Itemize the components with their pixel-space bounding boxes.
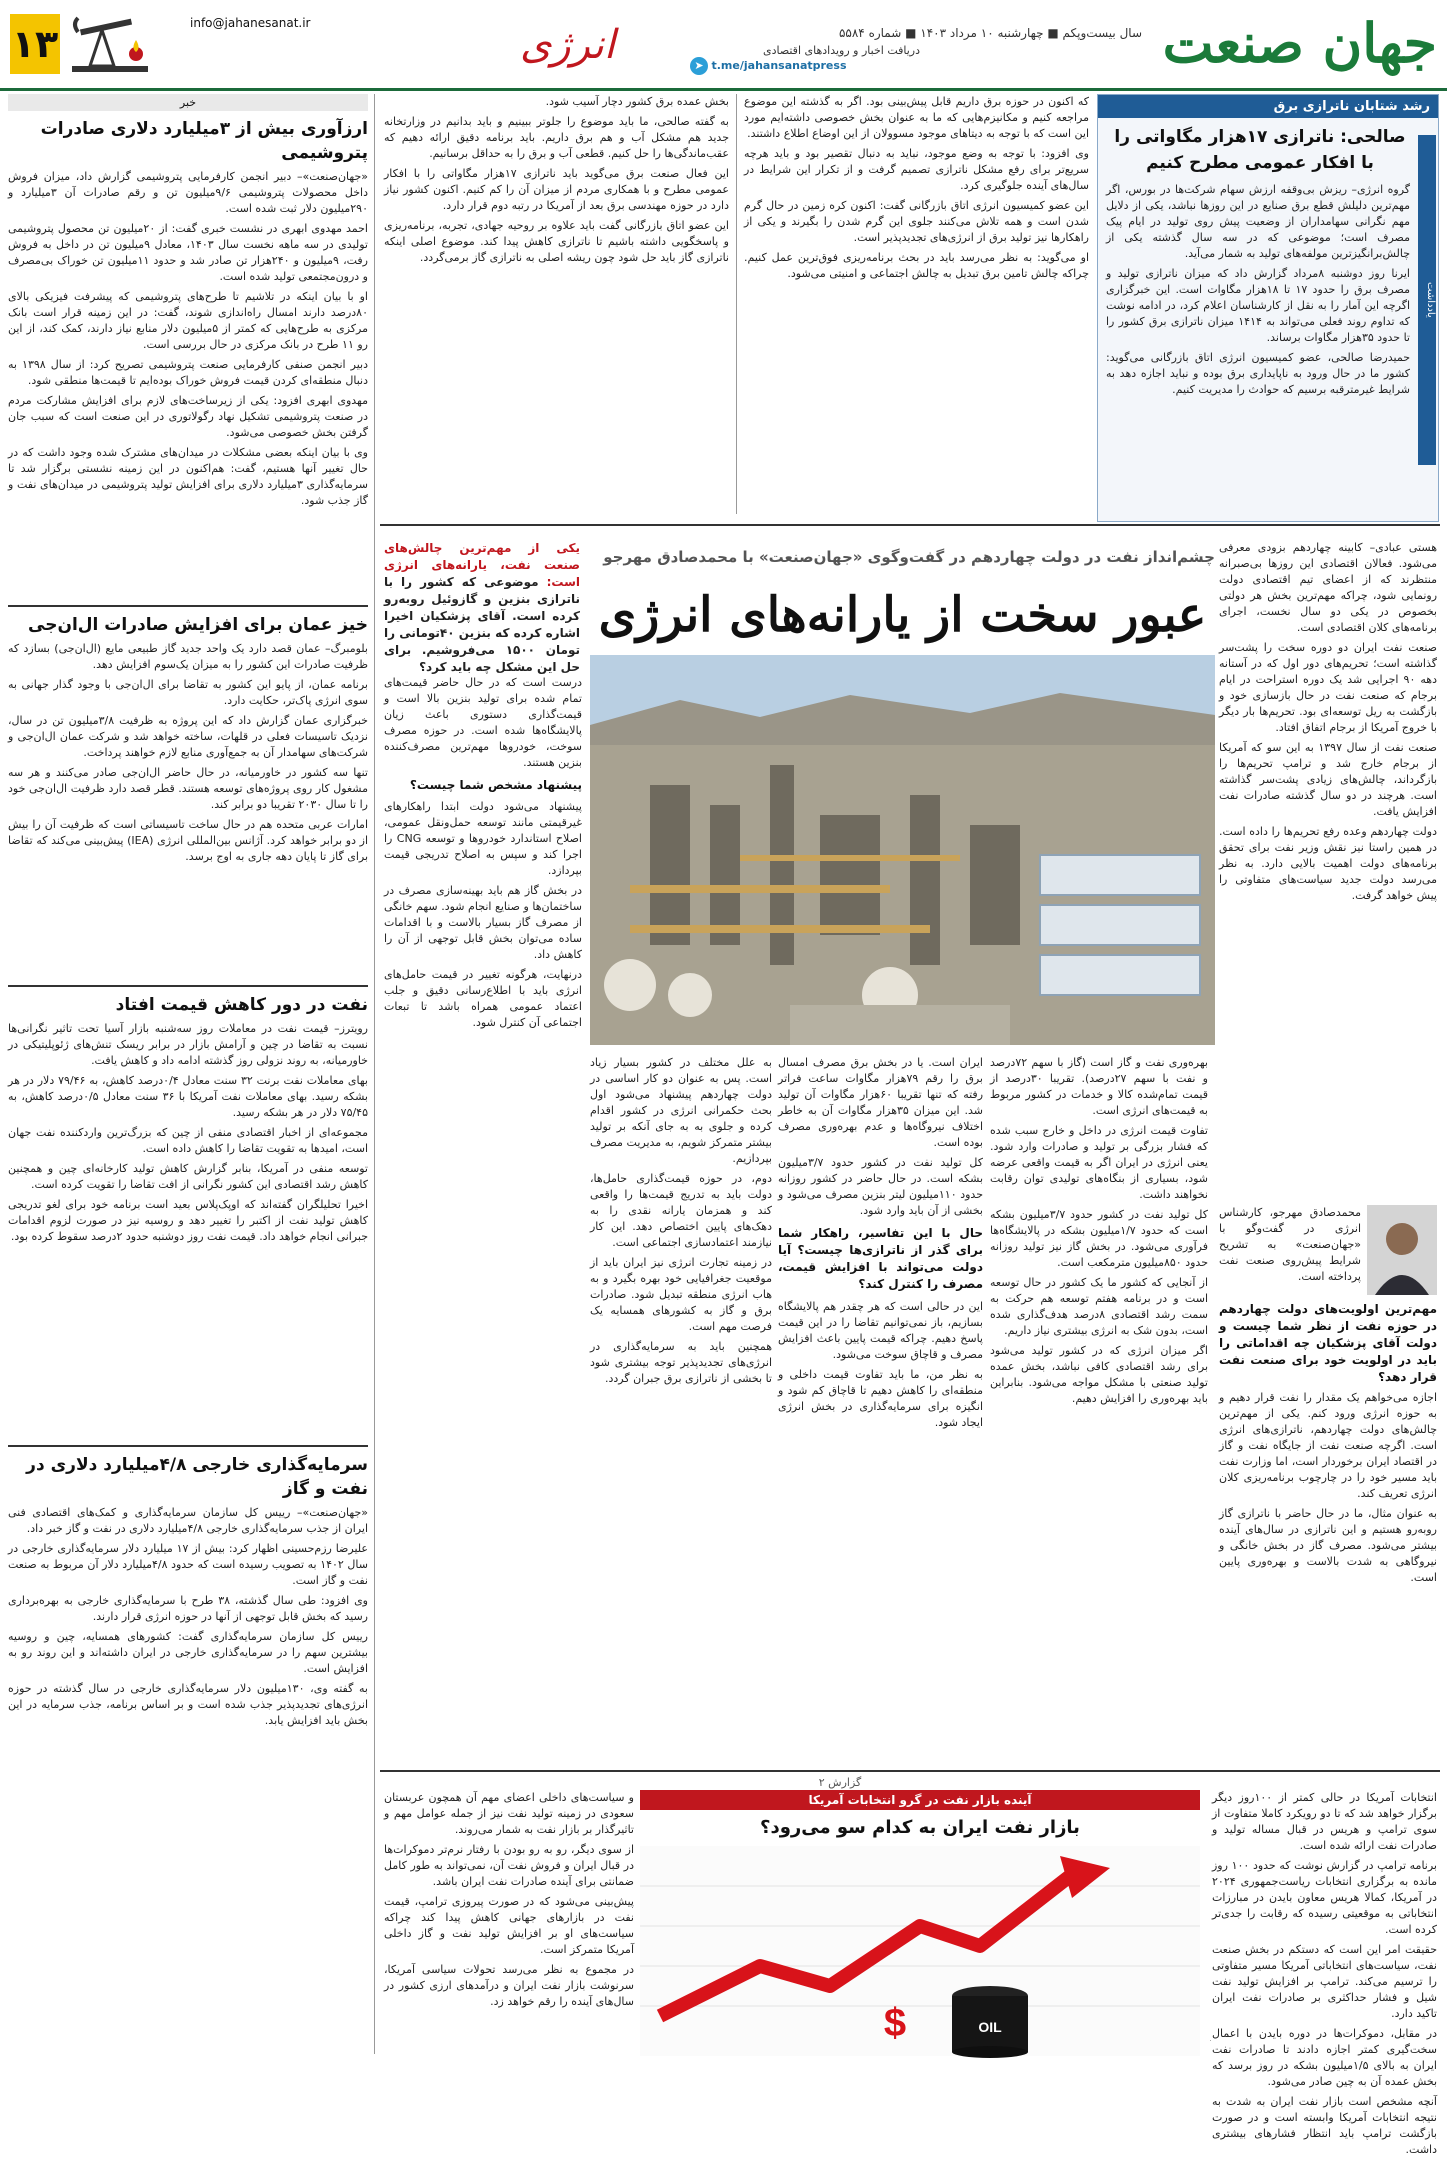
report-headline[interactable]: بازار نفت ایران به کدام سو می‌رود؟ (760, 1817, 1080, 1838)
paragraph: از آنجایی که کشور ما یک کشور در حال توسعه است و در برنامه هفتم توسعه هم حرکت به سمت رشد اقتصادی ۸درصد هدف‌گذاری شده است، بدون شک به انرژی بیشتری نیاز داریم. (990, 1276, 1208, 1337)
top-mid-column-1 (744, 94, 1089, 520)
paragraph: دبیر انجمن صنفی کارفرمایی صنعت پتروشیمی تصریح کرد: از سال ۱۳۹۸ به دنبال منطقه‌ای کردن قیمت فروش خوراک بوده‌ایم تا قیمت‌ها منطقی شود. (8, 358, 368, 387)
paragraph: مهدوی ابهری افزود: یکی از زیرساخت‌های لازم برای افزایش مشارکت مردم در صنعت پتروشیمی تشکیل نهاد رگولاتوری در این صنعت است که سبب جان گرفتن بخش خصوصی می‌شود. (8, 394, 368, 439)
paragraph: دوم، در حوزه قیمت‌گذاری حامل‌ها، دولت باید به تدریج قیمت‌ها را واقعی کند و همزمان یارانه نقدی را به دهک‌های پایین اختصاص دهد. این کار نیازمند اعتمادسازی اجتماعی است. (590, 1172, 772, 1249)
column-rule (736, 94, 737, 514)
page-number: ۱۳ (10, 14, 60, 74)
side-label: یادداشت (1418, 135, 1436, 465)
feature-intro (1219, 540, 1437, 1200)
news-headline[interactable]: نفت در دور کاهش قیمت افتاد (115, 995, 368, 1015)
oil-price-chart-illustration (640, 1846, 1200, 2056)
report-feature-box (640, 1790, 1200, 2056)
paragraph: به علل مختلف در کشور بسیار زیاد است. پس به عنوان دو کار اساسی در دولت چهاردهم پیشنهاد می‌شود اول بحث حکمرانی انرژی در کشور اقدام کرده و جلوی به به جای آنکه بر تولید بیشتر متمرکز شویم، به مدیریت مصرف بپردازیم. (590, 1056, 772, 1165)
paragraph: صنعت نفت ایران دو دوره سخت را پشت‌سر گذاشته است؛ تحریم‌های دور اول که در آستانه دهه ۹۰ اجرایی شد یک دوره استراحت در ایام برجام که صنعت نفت در حال بازسازی خود و بازگشت به ریل توسعه‌ای بود. تحریم‌ها بار دیگر با خروج آمریکا از برجام اتفاق افتاد. (1219, 641, 1438, 734)
paragraph: کل تولید نفت در کشور حدود ۳/۷میلیون بشکه است. در حال حاضر در کشور روزانه حدود ۱۱۰میلیون لیتر بنزین مصرف می‌شود و بخشی از آن باید وارد شود. (778, 1156, 983, 1217)
masthead (0, 0, 1447, 91)
section-title: انرژی (520, 22, 615, 68)
paragraph: به گفته وی، ۱۳۰میلیون دلار سرمایه‌گذاری خارجی در سال گذشته در حوزه انرژی‌های تجدیدپذیر جذب شده است و بر اساس برنامه، جذب سرمایه در این بخش باید افزایش یابد. (8, 1682, 368, 1727)
refinery-photo (590, 655, 1215, 1045)
barrel-label: OIL (978, 2019, 1002, 2035)
paragraph: هستی عبادی– کابینه چهاردهم بزودی معرفی می‌شود. فعالان اقتصادی این روزها بی‌صبرانه منتظرند که از اعضای تیم اقتصادی دولت رونمایی شود، چراکه مهم‌ترین بخش هر دولتی بخصوص در یکی دو سال نخست، اجرای برنامه‌های کلان اقتصادی است. (1219, 541, 1437, 634)
paragraph: این در حالی است که هر چقدر هم پالایشگاه بسازیم، باز نمی‌توانیم تقاضا را در این قیمت پاسخ دهیم. چراکه قیمت پایین باعث افزایش مصرف و قاچاق سوخت می‌شود. (778, 1300, 983, 1361)
paragraph: او با بیان اینکه در تلاشیم تا طرح‌های پتروشیمی که پیشرفت فیزیکی بالای ۸۰درصد دارند امسال راه‌اندازی شوند، گفت: در این زمینه قرار است بانک مرکزی به طرح‌هایی که کمتر از ۵میلیون دلار منابع نیاز دارند، کمک کند، از این رو ۱۱ طرح در بانک مرکزی در حال بررسی است. (8, 290, 368, 351)
paragraph: خبرگزاری عمان گزارش داد که این پروژه به ظرفیت ۳/۸میلیون تن در سال، نزدیک تاسیسات فعلی در قلهات، ساخته خواهد شد و شرکت عمان ال‌ان‌جی و شرکت‌های سهامدار آن به جمع‌آوری منابع لازم خواهند پرداخت. (8, 714, 368, 759)
column-rule (374, 94, 375, 2054)
report-col-mid (640, 1790, 641, 1791)
paragraph: ایران است. یا در بخش برق مصرف امسال برق را رقم ۷۹هزار مگاوات ساعت فراتر رفته که تنها تقریبا ۶۰هزار مگاوات آن تولید شد. این میزان ۳۵هزار مگاوات آن به خاطر اختلاف نیروگاه‌ها و عدم بهره‌وری مصرف بوده است. (778, 1056, 984, 1149)
lead-label: یکی از مهم‌ترین چالش‌های صنعت نفت، یارانه‌های انرژی است: (384, 541, 581, 589)
lead-text: موضوعی که کشور را با ناترازی بنزین و گازوئیل روبه‌رو کرده است. آقای پزشکیان اخیرا اشاره کرده که بنزین ۴۰تومانی را تومان ۱۵۰۰ می‌فروشیم. برای حل این مشکل چه باید کرد؟ (384, 575, 580, 674)
feature-col-2 (990, 1055, 1208, 1765)
story-box-top-right (1097, 94, 1439, 522)
feature-kicker: چشم‌انداز نفت در دولت چهاردهم در گفت‌وگوی «جهان‌صنعت» با محمدصادق مهرجو (603, 548, 1215, 566)
paragraph: «جهان‌صنعت»– رییس کل سازمان سرمایه‌گذاری و کمک‌های اقتصادی فنی ایران از جذب سرمایه‌گذاری خارجی ۴/۸میلیارد دلاری در نفت و گاز خبر داد. (8, 1506, 368, 1535)
paragraph: و سیاست‌های داخلی اعضای مهم آن همچون عربستان سعودی در زمینه تولید نفت نیز از جمله عوامل مهم و تاثیرگذار بر بازار نفت به شمار می‌روند. (384, 1791, 634, 1836)
paragraph: در زمینه تجارت انرژی نیز ایران باید از موقعیت جغرافیایی خود بهره بگیرد و به هاب انرژی منطقه تبدیل شود. صادرات برق و گاز به کشورهای همسایه یک فرصت مهم است. (590, 1256, 772, 1333)
news-headline[interactable]: سرمایه‌گذاری خارجی ۴/۸میلیارد دلاری در نفت و گاز (26, 1455, 368, 1499)
story-body (1098, 180, 1438, 512)
telegram-link[interactable]: t.me/jahansanatpress (711, 59, 847, 72)
paragraph: تفاوت قیمت انرژی در داخل و خارج سبب شده که فشار بزرگی بر تولید و صادرات وارد شود. یعنی انرژی در ایران اگر به قیمت واقعی عرضه شود، بسیاری از بنگاه‌های تولیدی توان رقابت نخواهند داشت. (990, 1124, 1208, 1201)
paragraph: به عنوان مثال، ما در حال حاضر با ناترازی گاز روبه‌رو هستیم و این ناترازی در سال‌های آینده بیشتر می‌شود. مصرف گاز در بخش خانگی و نیروگاهی به شدت بالاست و بهره‌وری پایین است. (1219, 1507, 1437, 1584)
report-col-right (1212, 1790, 1437, 2156)
paragraph: در بخش گاز هم باید بهینه‌سازی مصرف در ساختمان‌ها و صنایع انجام شود. سهم خانگی از مصرف گاز بسیار بالاست و با اقدامات ساده می‌توان بخش قابل توجهی از آن را کاهش داد. (384, 884, 582, 961)
news-body (8, 169, 368, 601)
email-address[interactable]: info@jahanesanat.ir (190, 16, 311, 30)
paragraph: بهره‌وری نفت و گاز است (گاز با سهم ۷۲درصد و نفت با سهم ۲۷درصد). تقریبا ۳۰درصد از قیمت تمام‌شده کالا و خدمات در کشور مربوط به قیمت‌های انرژی است. (990, 1056, 1208, 1117)
story-headline[interactable]: صالحی: ناترازی ۱۷هزار مگاواتی را با افکار عمومی مطرح کنیم (1114, 127, 1406, 173)
feature-col-4 (590, 1055, 772, 1765)
paragraph: آنچه مشخص است بازار نفت ایران به شدت به نتیجه انتخابات آمریکا وابسته است و در صورت بازگشت ترامپ باید انتظار فشارهای بیشتری داشت. (1212, 2095, 1437, 2156)
paragraph: از سوی دیگر، رو به رو بودن با رفتار نرم‌تر دموکرات‌ها در قبال ایران و فروش نفت آن، نمی‌تواند به طور کامل ضمانتی برای آینده صادرات نفت ایران باشد. (384, 1843, 634, 1888)
paragraph: برنامه ترامپ در گزارش نوشت که حدود ۱۰۰ روز مانده به برگزاری انتخابات ریاست‌جمهوری ۲۰۲۴ در آمریکا، کمالا هریس معاون بایدن در مبارزات انتخاباتی به موقعیتی رسیده که رقابت را جدی‌تر کرده است. (1212, 1859, 1437, 1936)
report-mid-text (1210, 2040, 1211, 2041)
issue-meta: سال بیست‌وپکم ■ چهارشنبه ۱۰ مرداد ۱۴۰۳ ■ شماره ۵۵۸۴ (838, 26, 1142, 40)
paragraph: به نظر من، ما باید تفاوت قیمت داخلی و منطقه‌ای را کاهش دهیم تا قاچاق کم شود و انگیزه برای سرمایه‌گذاری در بخش انرژی ایجاد شود. (778, 1368, 983, 1429)
feature-col-interviewee (1219, 1205, 1437, 1765)
feature-lead (384, 540, 581, 674)
paragraph: گروه انرژی– ریزش بی‌وقفه ارزش سهام شرکت‌ها در بورس، اگر مهم‌ترین دلیلش قطع برق صنایع در این روزها نباشد، یکی از دلایل مهم نگرانی سهامداران از وضعیت پیش روی تولید در ایام پیک مصرف است؛ موضوعی که در سه سال گذشته یکی از چالش‌برانگیزترین مولفه‌های تولید به شمار می‌آید. (1106, 183, 1410, 260)
paragraph: توسعه منفی در آمریکا، بنابر گزارش کاهش تولید کارخانه‌ای چین و همچنین کاهش رشد اقتصادی این کشور نگرانی از افت تقاضا را تقویت کرده است. (8, 1162, 368, 1191)
section-divider (380, 524, 1440, 526)
paragraph: این عضو کمیسیون انرژی اتاق بازرگانی گفت: اکنون کره زمین در حال گرم شدن است و همه تلاش می‌کنند جلوی این گرم شدن را بگیرند و یکی از راهکارها نیز تولید برق از انرژی‌های تجدیدپذیر است. (744, 199, 1089, 244)
paragraph: درنهایت، هرگونه تغییر در قیمت حامل‌های انرژی باید با اطلاع‌رسانی دقیق و جلب اعتماد عمومی همراه باشد تا تبعات اجتماعی آن کنترل شود. (384, 968, 582, 1029)
question: مهم‌ترین اولویت‌های دولت چهاردهم در حوزه نفت از نظر شما چیست و دولت آقای پزشکیان چه اقداماتی را باید در اولویت خود برای صنعت نفت قرار دهد؟ (1219, 1302, 1437, 1384)
newspaper-logo: جهان صنعت (1162, 11, 1437, 75)
paragraph: وی افزود: با توجه به وضع موجود، نباید به دنبال تقصیر بود و باید هرچه سریع‌تر برای رفع مشکل ناترازی تصمیم گرفت و از تکرار این شرایط در سال‌های آینده جلوگیری کرد. (744, 147, 1089, 192)
paragraph: مجموعه‌ای از اخبار اقتصادی منفی از چین که بزرگ‌ترین واردکننده نفت جهان است، امیدها به تقویت تقاضا را کاهش داده است. (8, 1126, 368, 1155)
paragraph: درست است که در حال حاضر قیمت‌های تمام شده برای تولید بنزین بالا است و قیمت‌گذاری دستوری باعث زیان پالایشگاه‌ها شده است. در حوزه مصرف سوخت، خودروها مهم‌ترین مصرف‌کننده بنزین هستند. (384, 676, 582, 769)
strip-label: خبر (8, 94, 368, 111)
paragraph: این فعال صنعت برق می‌گوید باید ناترازی ۱۷هزار مگاواتی را با افکار عمومی مطرح و با همکاری مردم از میزان آن را کم کنیم. اکنون کشور نیاز دارد در حوزه مهندسی برق بعد از آمریکا در رتبه دوم قرار دارد. (384, 167, 729, 212)
news-body (8, 1021, 368, 1441)
paragraph: انتخابات آمریکا در حالی کمتر از ۱۰۰روز دیگر برگزار خواهد شد که تا دو رویکرد کاملا متفاوت از سوی ترامپ و هریس در قبال مساله تولید و صادرات نفت ارائه شده است. (1212, 1791, 1437, 1852)
paragraph: او می‌گوید: به نظر می‌رسد باید در بحث برنامه‌ریزی فوق‌ترین عمل کنیم. چراکه چالش تامین برق تبدیل به چالش اجتماعی و امنیتی می‌شود. (744, 251, 1089, 280)
paragraph: اجازه می‌خواهم یک مقدار را نفت قرار دهیم و به حوزه انرژی ورود کنم. یکی از مهم‌ترین چالش‌های دولت چهاردهم، ناترازی‌های انرژی است. اگرچه صنعت نفت از جایگاه نفت و گاز در اقتصاد ایران برخوردار است، اما وزارت نفت باید مسیر خود را در چارچوب برنامه‌ریزی کلان انرژی تعریف کند. (1219, 1391, 1437, 1500)
paragraph: حقیقت امر این است که دستکم در بخش صنعت نفت، سیاست‌های انتخاباتی آمریکا مسیر متفاوتی را ترسیم می‌کند. ترامپ بر افزایش تولید نفت شیل و فشار حداکثری بر صادرات نفت ایران تاکید دارد. (1212, 1943, 1437, 2020)
paragraph: اخیرا تحلیلگران گفته‌اند که اوپک‌پلاس بعید است برنامه خود برای لغو تدریجی کاهش تولید نفت از اکتبر را تغییر دهد و روسیه نیز در صورت لزوم اقدامات جبرانی انجام خواهد داد. قیمت نفت روز دوشنبه حدود ۲درصد سقوط کرده بود. (8, 1198, 368, 1243)
paragraph: در مقابل، دموکرات‌ها در دوره بایدن با اعمال سخت‌گیری کمتر اجازه دادند تا صادرات نفت ایران به بالای ۱/۵میلیون بشکه در روز برسد که بخش عمده آن به چین صادر می‌شود. (1212, 2027, 1437, 2088)
paragraph: احمد مهدوی ابهری در نشست خبری گفت: از ۲۰میلیون تن محصول پتروشیمی تولیدی در سه ماهه نخست سال ۱۴۰۳، معادل ۹میلیون تن در داخل به فروش رفت، ۹میلیون و ۲۴۰هزار تن صادر شد و حدود ۱۱میلیون تن خوراک بی‌مصرف و درون‌مجتمعی تولید شده است. (8, 222, 368, 283)
paragraph: این عضو اتاق بازرگانی گفت باید علاوه بر روحیه جهادی، تجربه، برنامه‌ریزی و پاسخگویی داشته باشیم تا ناترازی کاهش پیدا کند. موضوع اصلی اینکه ناترازی گاز باید حل شود چون ریشه اصلی به ناترازی گاز برمی‌گردد. (384, 219, 729, 264)
paragraph: صنعت نفت از سال ۱۳۹۷ به این سو که آمریکا از برجام خارج شد و ترامپ تحریم‌ها را بازگرداند، چالش‌های زیادی پشت‌سر گذاشته است. هرچند در دو سال گذشته صادرات نفت افزایش یافت. (1219, 741, 1437, 818)
dollar-icon: $ (883, 2001, 907, 2045)
paragraph: پیشنهاد می‌شود دولت ابتدا راهکارهای غیرقیمتی مانند توسعه حمل‌ونقل عمومی، اصلاح استاندارد خودروها و توسعه CNG را اجرا کند و سپس به اصلاح تدریجی قیمت بپردازد. (384, 800, 582, 877)
left-news-strip (8, 94, 368, 2056)
paragraph: بهای معاملات نفت برنت ۳۲ سنت معادل ۰/۴درصد کاهش، به ۷۹/۴۶ دلار در هر بشکه رسید. بهای معاملات نفت آمریکا با ۳۶ سنت معادل ۰/۵درصد کاهش، به ۷۵/۴۵ دلار در هر بشکه رسید. (8, 1074, 368, 1119)
paragraph: وی افزود: طی سال گذشته، ۳۸ طرح با سرمایه‌گذاری خارجی به بهره‌برداری رسید که بخش قابل توجهی از آنها در حوزه انرژی قرار دارند. (8, 1594, 368, 1623)
news-headline[interactable]: خیز عمان برای افزایش صادرات ال‌ان‌جی (28, 615, 368, 635)
refinery-illustration (590, 655, 1215, 1045)
paragraph: حمیدرضا صالحی، عضو کمیسیون انرژی اتاق بازرگانی می‌گوید: کشور ما در حال ورود به ناپایداری برق بوده و نباید اجازه دهد به شرایط غیرمترقبه برسیم که حوادث را مدیریت کنیم. (1106, 351, 1410, 396)
paragraph: که اکنون در حوزه برق داریم قابل پیش‌بینی بود. اگر به گذشته این موضوع مراجعه کنیم و مکانیزم‌هایی که ما به عنوان بخش خصوصی داشته‌ایم مورد این است که با توجه به دیتاهای موجود مسوولان از این اوضاع اطلاع داشتند. (744, 95, 1089, 140)
story-kicker: رشد شتابان ناترازی برق (1098, 95, 1438, 118)
paragraph: امارات عربی متحده هم در حال ساخت تاسیساتی است که ظرفیت آن را بیش از دو برابر خواهد کرد. آژانس بین‌المللی انرژی (IEA) پیش‌بینی می‌کند که تقاضا برای گاز تا پایان دهه جاری به اوج برسد. (8, 818, 368, 863)
question: پیشنهاد مشخص شما چیست؟ (409, 778, 582, 792)
paragraph: همچنین باید به سرمایه‌گذاری در انرژی‌های تجدیدپذیر توجه بیشتری شود تا بخشی از ناترازی برق جبران گردد. (590, 1340, 772, 1385)
oil-pump-icon (70, 10, 150, 76)
paragraph: کل تولید نفت در کشور حدود ۳/۷میلیون بشکه است که حدود ۱/۷میلیون بشکه در پالایشگاه‌ها فرآوری می‌شود. در بخش گاز نیز تولید روزانه حدود ۸۵۰میلیون مترمکعب است. (990, 1208, 1208, 1269)
telegram-promo[interactable] (690, 44, 920, 75)
paragraph: پیش‌بینی می‌شود که در صورت پیروزی ترامپ، قیمت نفت در بازارهای جهانی کاهش پیدا کند چراکه سیاست‌های او بر افزایش تولید نفت و گاز داخلی آمریکا متمرکز است. (384, 1895, 634, 1956)
feature-headline[interactable]: عبور سخت از یارانه‌های انرژی (598, 587, 1207, 643)
interviewee-portrait (1367, 1205, 1437, 1295)
news-body (8, 641, 368, 981)
report-label: گزارش ۲ (818, 1776, 862, 1789)
paragraph: «جهان‌صنعت»– دبیر انجمن کارفرمایی پتروشیمی گزارش داد، میزان فروش داخل محصولات پتروشیمی ۹/۶میلیون تن و رقم صادرات آن ۳میلیارد و ۲۹۰میلیون دلار ثبت شده است. (8, 170, 369, 215)
section-divider (380, 1770, 1440, 1772)
paragraph: ایرنا روز دوشنبه ۸مرداد گزارش داد که میزان ناترازی تولید و مصرف برق را حدود ۱۷ تا ۱۸هزار مگاوات است. این خبرگزاری اگرچه این آمار را به نقل از کارشناسان اعلام کرد، در ادامه نوشت که تداوم روند فعلی می‌تواند به ۱۴۱۴ میزان ناترازی برق کشور را تا حدود ۳۵هزار مگاوات برساند. (1106, 267, 1410, 344)
top-mid-column-2 (384, 94, 729, 520)
paragraph: اگر میزان انرژی که در کشور تولید می‌شود برای رشد اقتصادی کافی نباشد، بخش عمده تولید صنعتی با مشکل مواجه می‌شود. بنابراین باید بهره‌وری را افزایش دهیم. (990, 1344, 1208, 1405)
interviewee-caption: محمدصادق مهرجو، کارشناس انرژی در گفت‌وگو با «جهان‌صنعت» به تشریح شرایط پیش‌روی صنعت نفت پرداخته است. (1219, 1206, 1361, 1283)
report-kicker: آینده بازار نفت در گرو انتخابات آمریکا (640, 1790, 1200, 1810)
paragraph: دولت چهاردهم وعده رفع تحریم‌ها را داده است. در همین راستا نیز نقش وزیر نفت برای تحقق برنامه‌های دولت اهمیت بالایی دارد. به نظر می‌رسد دولت جدید سیاست‌های متفاوتی را پیش خواهد گرفت. (1219, 825, 1437, 902)
paragraph: کر (1210, 2040, 1211, 2041)
paragraph: علیرضا رزم‌حسینی اظهار کرد: بیش از ۱۷ میلیارد دلار سرمایه‌گذاری خارجی در سال ۱۴۰۲ به تصویب رسیده است که حدود ۴/۸میلیارد دلار آن مربوط به صنعت نفت و گاز است. (8, 1542, 368, 1587)
person-icon (1367, 1205, 1437, 1295)
paragraph: به گفته صالحی، ما باید موضوع را جلوتر ببینیم و باید بدانیم در وزارتخانه جدید هم مشکل آب و هم برق داریم. باید برنامه دقیق ارائه دهیم که عقب‌ماندگی‌ها را حل کنیم. قطعی آب و برق را به حداقل برسانیم. (384, 115, 729, 160)
paragraph: تنها سه کشور در خاورمیانه، در حال حاضر ال‌ان‌جی صادر می‌کنند و هر سه مشغول کار روی پروژه‌های توسعه هستند. قطر قصد دارد ظرفیت ال‌ان‌جی خود را تا سال ۲۰۳۰ تقریبا دو برابر کند. (8, 766, 368, 811)
paragraph: برنامه عمان، از پایو این کشور به تقاضا برای ال‌ان‌جی با وجود گذار جهانی به سوی انرژی پاک‌تر، حکایت دارد. (8, 678, 368, 707)
telegram-icon: ➤ (690, 57, 708, 75)
report-col-left (384, 1790, 634, 2056)
news-headline[interactable]: ارزآوری بیش از ۳میلیارد دلاری صادرات پتروشیمی (40, 119, 368, 163)
paragraph: بخش عمده برق کشور دچار آسیب شود. (545, 95, 729, 108)
feature-col-5 (384, 675, 582, 1765)
paragraph: وی با بیان اینکه بعضی مشکلات در میدان‌های مشترک شده وجود داشت که در حال تغییر آنها هستیم، گفت: هم‌اکنون در این زمینه نشستی برگزار شد تا سرمایه‌گذاری ۳میلیارد دلاری برای افزایش تولید پتروشیمی در میدان‌های نفت و گاز جذب شود. (8, 446, 368, 507)
paragraph: در مجموع به نظر می‌رسد تحولات سیاسی آمریکا، سرنوشت بازار نفت ایران و درآمدهای ارزی کشور در سال‌های آینده را رقم خواهد زد. (384, 1963, 634, 2008)
telegram-caption: دریافت اخبار و رویدادهای اقتصادی (762, 44, 920, 57)
paragraph: بلومبرگ– عمان قصد دارد یک واحد جدید گاز طبیعی مایع (ال‌ان‌جی) بسازد که ظرفیت صادرات این کشور را به میزان یک‌سوم افزایش دهد. (8, 642, 368, 671)
paragraph: رییس کل سازمان سرمایه‌گذاری گفت: کشورهای همسایه، چین و روسیه بیشترین سهم را در سرمایه‌گذاری خارجی در ایران داشته‌اند و این روند رو به افزایش است. (8, 1630, 368, 1675)
report-subhead: آینده (1210, 2040, 1211, 2041)
question: حال با این تفاسیر، راهکار شما برای گذر از ناترازی‌ها چیست؟ آیا دولت می‌تواند با افزایش قیمت، مصرف را کنترل کند؟ (778, 1226, 983, 1291)
paragraph: رویترز– قیمت نفت در معاملات روز سه‌شنبه بازار آسیا تحت تاثیر نگرانی‌ها نسبت به تقاضا در چین و آرامش بازار در برابر ریسک تنش‌های ژئوپلیتیکی در خاورمیانه، به روند نزولی روز گذشته ادامه داد و کاهش یافت. (8, 1022, 368, 1067)
feature-col-3 (778, 1055, 983, 1765)
news-body (8, 1505, 368, 2005)
